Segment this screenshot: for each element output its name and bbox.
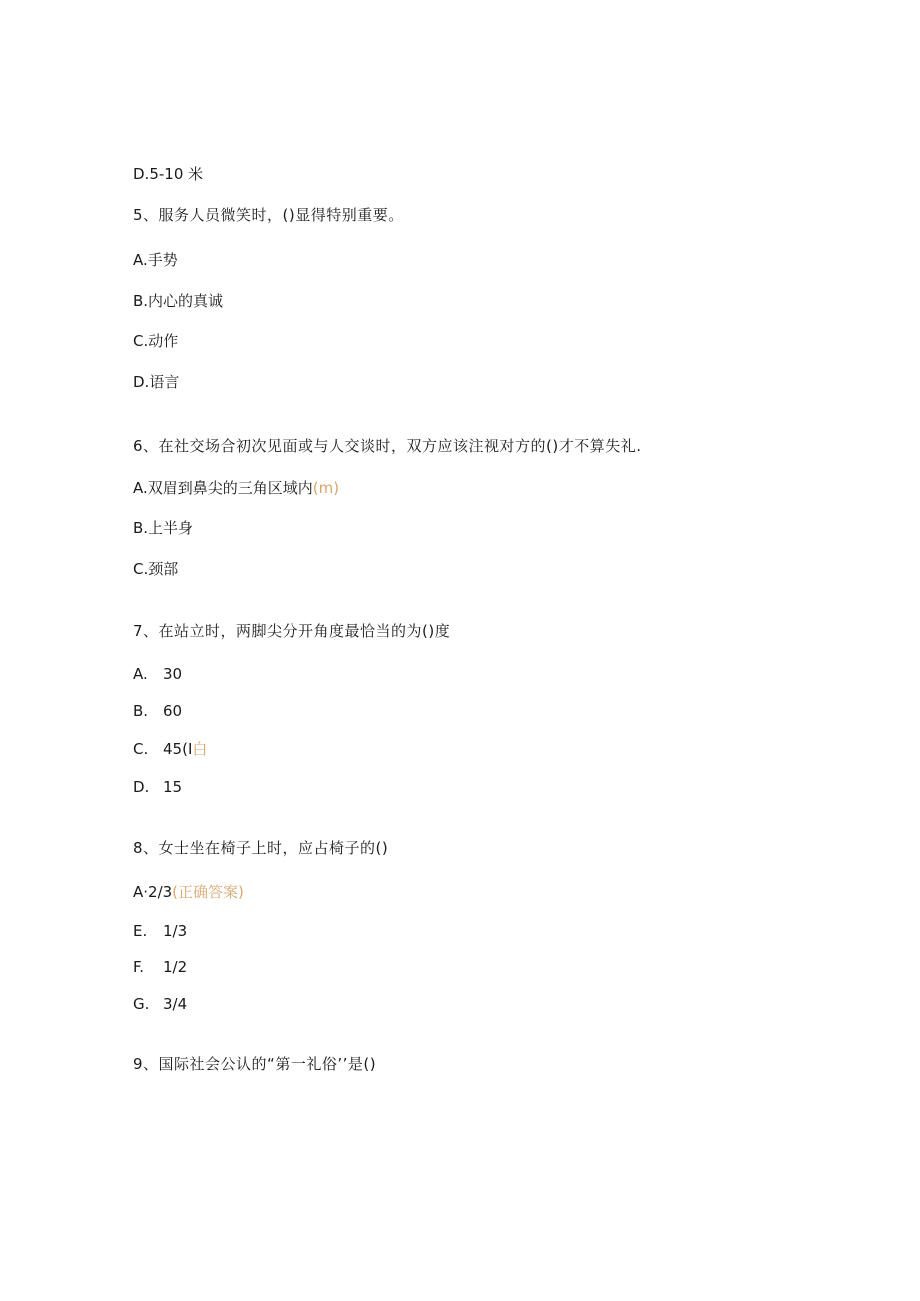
option-value: 30 — [163, 665, 183, 683]
option-line — [133, 882, 244, 902]
option-value: 60 — [163, 702, 183, 720]
question-6: 6、在社交场合初次见面或与人交谈时，双方应该注视对方的()才不算失礼. — [133, 437, 642, 455]
option-label: G. — [133, 995, 150, 1013]
option-line — [133, 701, 182, 721]
option-text: C.颈部 — [133, 560, 179, 578]
option-label: D. — [133, 778, 150, 796]
question-5: 5、服务人员微笑时，()显得特别重要。 — [133, 206, 404, 224]
answer-mark: (m) — [312, 479, 340, 497]
option-line — [133, 994, 187, 1014]
option-label: A. — [133, 665, 148, 683]
option-label: B. — [133, 702, 149, 720]
option-text: A·2/3 — [133, 883, 173, 901]
answer-mark: 白 — [192, 740, 208, 758]
question-8: 8、女士坐在椅子上时，应占椅子的() — [133, 839, 389, 857]
option-text: D.5-10 米 — [133, 165, 204, 183]
question-7: 7、在站立时，两脚尖分开角度最恰当的为()度 — [133, 622, 451, 640]
option-line — [133, 478, 339, 498]
question-9: 9、国际社会公认的“第一礼俗’’是() — [133, 1055, 377, 1073]
option-value: 45(I — [163, 740, 193, 758]
option-line — [133, 777, 182, 797]
option-label: F. — [133, 958, 144, 976]
option-text: A.手势 — [133, 251, 178, 269]
answer-mark: (正确答案) — [172, 883, 244, 901]
option-line — [133, 664, 182, 684]
option-text: B.内心的真诚 — [133, 292, 224, 310]
option-text: A.双眉到鼻尖的三角区域内 — [133, 479, 313, 497]
option-line — [133, 739, 207, 759]
option-value: 15 — [163, 778, 183, 796]
option-label: E. — [133, 922, 148, 940]
option-line — [133, 957, 187, 977]
option-text: B.上半身 — [133, 519, 194, 537]
option-value: 3/4 — [163, 995, 188, 1013]
option-value: 1/3 — [163, 922, 188, 940]
option-text: C.动作 — [133, 332, 179, 350]
option-value: 1/2 — [163, 958, 188, 976]
option-label: C. — [133, 740, 149, 758]
option-text: D.语言 — [133, 373, 180, 391]
option-line — [133, 921, 187, 941]
